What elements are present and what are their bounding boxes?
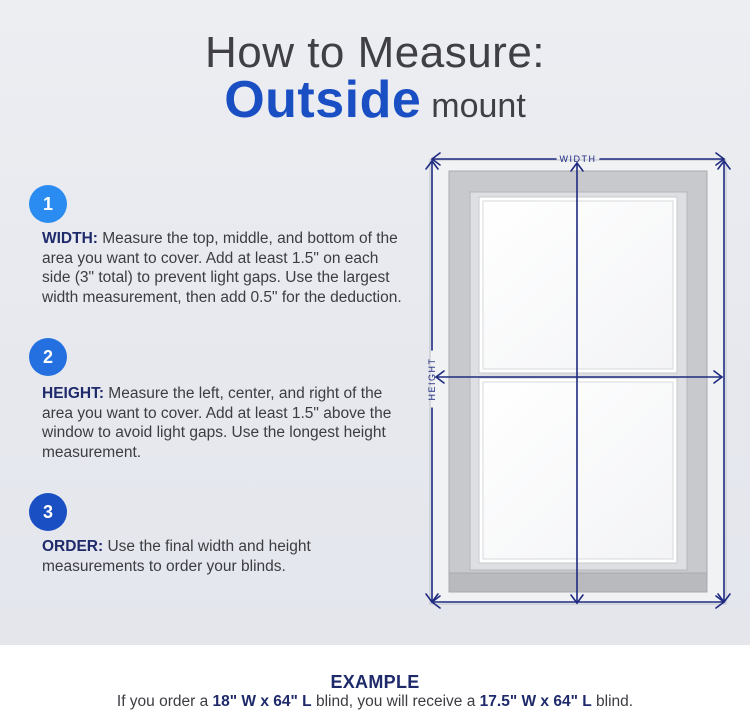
- title-accent: Outside: [224, 71, 422, 129]
- step-3-body: Use the final width and height measurements to order your blinds.: [42, 538, 311, 575]
- step-2-body: Measure the left, center, and right of the area you want to cover. Add at least 1.5" above the window to avoid light gaps. Use the longest height measurement.: [42, 385, 392, 461]
- example-receive-size: 17.5" W x 64" L: [479, 693, 592, 710]
- example-part-3: blind.: [591, 693, 634, 710]
- step-1-badge: 1: [29, 185, 67, 223]
- height-label: HEIGHT: [427, 357, 437, 401]
- example-part-1: If you order a: [116, 693, 213, 710]
- title-line-1: How to Measure:: [204, 28, 546, 77]
- step-2-text: [42, 384, 402, 462]
- window-sill: [449, 573, 707, 592]
- upper-glass: [483, 201, 673, 369]
- step-3-heading: ORDER:: [42, 538, 104, 555]
- step-3-badge: 3: [29, 493, 67, 531]
- step-2-heading: HEIGHT:: [42, 385, 104, 402]
- example-footer: [0, 645, 750, 711]
- step-2-badge: 2: [29, 338, 67, 376]
- step-1-text: [42, 229, 402, 307]
- example-part-2: blind, you will receive a: [311, 693, 480, 710]
- example-text: [0, 693, 750, 711]
- window-diagram: [418, 148, 740, 614]
- lower-glass: [483, 382, 673, 559]
- example-order-size: 18" W x 64" L: [212, 693, 312, 710]
- width-label: WIDTH: [559, 154, 597, 164]
- title-line-2: [0, 70, 750, 130]
- example-title: EXAMPLE: [330, 672, 420, 692]
- step-3-text: [42, 537, 402, 576]
- title-rest: mount: [431, 87, 526, 125]
- step-1-heading: WIDTH:: [42, 230, 98, 247]
- step-1-body: Measure the top, middle, and bottom of the area you want to cover. Add at least 1.5" on each side (3" total) to prevent light gaps. Use the largest width measurement, then add 0.5" for the deduction.: [42, 230, 402, 306]
